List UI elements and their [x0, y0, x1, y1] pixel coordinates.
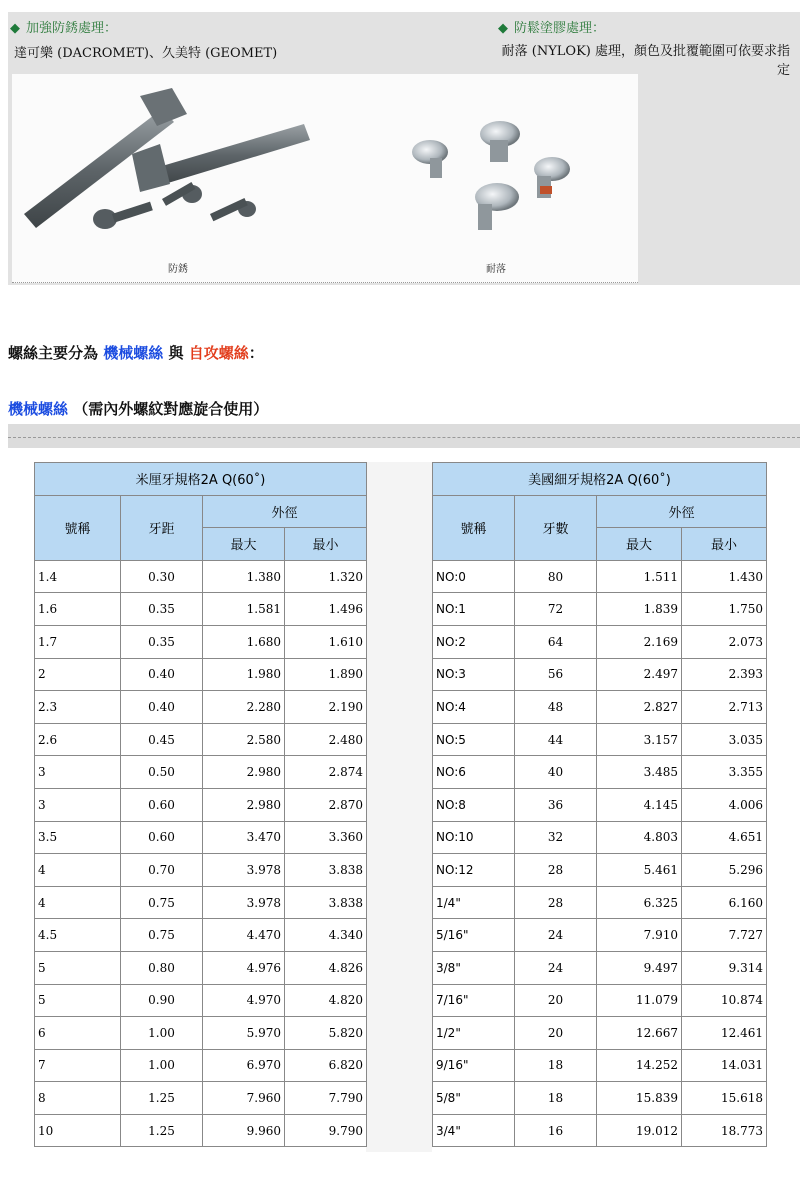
max-diameter-cell: 1.581 — [203, 593, 285, 626]
table-gap — [366, 462, 432, 1152]
designation-cell: NO:10 — [433, 821, 515, 854]
max-diameter-cell: 1.680 — [203, 625, 285, 658]
designation-cell: 4 — [35, 886, 121, 919]
section-divider — [8, 424, 800, 448]
us-fine-thread-table — [432, 462, 767, 1147]
table-row — [433, 854, 767, 887]
us-table-body — [433, 560, 767, 1147]
pitch-cell: 0.50 — [121, 756, 203, 789]
designation-cell: 7/16" — [433, 984, 515, 1017]
nylok-caption: 耐落 — [486, 264, 506, 275]
max-diameter-cell: 1.839 — [597, 593, 682, 626]
metric-col-min: 最小 — [285, 528, 367, 561]
pitch-cell: 44 — [515, 723, 597, 756]
intro-prefix: 螺絲主要分為 — [8, 344, 99, 362]
max-diameter-cell: 3.157 — [597, 723, 682, 756]
designation-cell: 2.6 — [35, 723, 121, 756]
intro-suffix: ： — [248, 344, 264, 362]
table-row — [35, 854, 367, 887]
pitch-cell: 56 — [515, 658, 597, 691]
max-diameter-cell: 5.970 — [203, 1017, 285, 1050]
min-diameter-cell: 2.073 — [682, 625, 767, 658]
table-row — [35, 788, 367, 821]
pitch-cell: 18 — [515, 1049, 597, 1082]
pitch-cell: 0.75 — [121, 886, 203, 919]
pitch-cell: 28 — [515, 854, 597, 887]
anti-rust-description: 達可樂 (DACROMET)、久美特 (GEOMET) — [14, 46, 278, 61]
pitch-cell: 20 — [515, 984, 597, 1017]
pitch-cell: 0.30 — [121, 560, 203, 593]
designation-cell: NO:12 — [433, 854, 515, 887]
table-row — [35, 886, 367, 919]
table-row — [433, 1082, 767, 1115]
max-diameter-cell: 6.970 — [203, 1049, 285, 1082]
min-diameter-cell: 3.360 — [285, 821, 367, 854]
anti-loose-description: 耐落 (NYLOK) 處理，顏色及批覆範圍可依要求指定 — [501, 44, 790, 78]
table-row — [433, 951, 767, 984]
max-diameter-cell: 19.012 — [597, 1114, 682, 1147]
nylok-screw-1 — [412, 140, 448, 178]
anti-rust-heading — [10, 17, 117, 36]
max-diameter-cell: 4.145 — [597, 788, 682, 821]
min-diameter-cell: 2.713 — [682, 691, 767, 724]
small-screw-3 — [210, 198, 256, 221]
min-diameter-cell: 5.820 — [285, 1017, 367, 1050]
metric-table-body — [35, 560, 367, 1147]
nylok-screw-2 — [480, 121, 520, 162]
table-row — [433, 1017, 767, 1050]
self-tapping-screw-label: 自攻螺絲 — [188, 344, 249, 362]
us-col-min: 最小 — [682, 528, 767, 561]
designation-cell: 3.5 — [35, 821, 121, 854]
max-diameter-cell: 9.497 — [597, 951, 682, 984]
min-diameter-cell: 1.610 — [285, 625, 367, 658]
pitch-cell: 20 — [515, 1017, 597, 1050]
metric-col-name: 號稱 — [35, 495, 121, 560]
min-diameter-cell: 2.393 — [682, 658, 767, 691]
nylok-screw-4 — [534, 157, 570, 198]
table-row — [433, 1114, 767, 1147]
table-row — [433, 593, 767, 626]
pitch-cell: 72 — [515, 593, 597, 626]
max-diameter-cell: 2.980 — [203, 788, 285, 821]
pitch-cell: 1.25 — [121, 1082, 203, 1115]
min-diameter-cell: 4.340 — [285, 919, 367, 952]
pitch-cell: 32 — [515, 821, 597, 854]
designation-cell: 1.4 — [35, 560, 121, 593]
max-diameter-cell: 9.960 — [203, 1114, 285, 1147]
max-diameter-cell: 12.667 — [597, 1017, 682, 1050]
max-diameter-cell: 4.970 — [203, 984, 285, 1017]
max-diameter-cell: 11.079 — [597, 984, 682, 1017]
screws-illustration — [12, 74, 638, 282]
anti-loose-heading — [498, 17, 605, 36]
designation-cell: NO:6 — [433, 756, 515, 789]
pitch-cell: 0.70 — [121, 854, 203, 887]
pitch-cell: 24 — [515, 951, 597, 984]
min-diameter-cell: 7.727 — [682, 919, 767, 952]
pitch-cell: 80 — [515, 560, 597, 593]
table-row — [35, 984, 367, 1017]
max-diameter-cell: 1.511 — [597, 560, 682, 593]
min-diameter-cell: 1.890 — [285, 658, 367, 691]
designation-cell: 4 — [35, 854, 121, 887]
table-row — [35, 951, 367, 984]
intro-and: 與 — [168, 344, 184, 362]
pitch-cell: 28 — [515, 886, 597, 919]
min-diameter-cell: 10.874 — [682, 984, 767, 1017]
table-row — [433, 919, 767, 952]
designation-cell: NO:1 — [433, 593, 515, 626]
small-screw-2 — [162, 182, 202, 206]
pitch-cell: 16 — [515, 1114, 597, 1147]
designation-cell: 5 — [35, 984, 121, 1017]
max-diameter-cell: 2.580 — [203, 723, 285, 756]
max-diameter-cell: 7.960 — [203, 1082, 285, 1115]
min-diameter-cell: 1.750 — [682, 593, 767, 626]
table-row — [35, 593, 367, 626]
table-row — [433, 788, 767, 821]
screw-photo — [12, 74, 638, 283]
pitch-cell: 0.60 — [121, 788, 203, 821]
pitch-cell: 36 — [515, 788, 597, 821]
pitch-cell: 0.35 — [121, 593, 203, 626]
anti-rust-title: 加強防銹處理： — [26, 21, 118, 36]
max-diameter-cell: 2.169 — [597, 625, 682, 658]
min-diameter-cell: 14.031 — [682, 1049, 767, 1082]
table-row — [35, 625, 367, 658]
table-row — [433, 756, 767, 789]
metric-table-wrapper — [34, 462, 367, 1147]
max-diameter-cell: 2.827 — [597, 691, 682, 724]
treatment-panel — [8, 12, 800, 285]
table-row — [433, 723, 767, 756]
min-diameter-cell: 6.820 — [285, 1049, 367, 1082]
long-bolt-2 — [132, 124, 310, 192]
pitch-cell: 0.40 — [121, 658, 203, 691]
min-diameter-cell: 3.838 — [285, 886, 367, 919]
designation-cell: NO:8 — [433, 788, 515, 821]
pitch-cell: 0.60 — [121, 821, 203, 854]
min-diameter-cell: 9.790 — [285, 1114, 367, 1147]
designation-cell: 10 — [35, 1114, 121, 1147]
table-row — [433, 625, 767, 658]
designation-cell: 5/8" — [433, 1082, 515, 1115]
table-row — [433, 560, 767, 593]
designation-cell: 7 — [35, 1049, 121, 1082]
min-diameter-cell: 15.618 — [682, 1082, 767, 1115]
us-col-max: 最大 — [597, 528, 682, 561]
max-diameter-cell: 3.470 — [203, 821, 285, 854]
machine-screw-heading-note: （需內外螺紋對應旋合使用） — [73, 400, 269, 418]
pitch-cell: 24 — [515, 919, 597, 952]
designation-cell: 8 — [35, 1082, 121, 1115]
min-diameter-cell: 2.480 — [285, 723, 367, 756]
table-row — [433, 984, 767, 1017]
min-diameter-cell: 9.314 — [682, 951, 767, 984]
min-diameter-cell: 3.035 — [682, 723, 767, 756]
pitch-cell: 0.90 — [121, 984, 203, 1017]
max-diameter-cell: 6.325 — [597, 886, 682, 919]
max-diameter-cell: 4.976 — [203, 951, 285, 984]
min-diameter-cell: 2.190 — [285, 691, 367, 724]
max-diameter-cell: 1.380 — [203, 560, 285, 593]
max-diameter-cell: 2.497 — [597, 658, 682, 691]
table-row — [35, 1017, 367, 1050]
max-diameter-cell: 3.978 — [203, 854, 285, 887]
max-diameter-cell: 2.980 — [203, 756, 285, 789]
table-row — [433, 821, 767, 854]
table-row — [35, 691, 367, 724]
table-row — [433, 886, 767, 919]
machine-screw-heading — [8, 398, 268, 419]
table-row — [35, 756, 367, 789]
us-col-name: 號稱 — [433, 495, 515, 560]
us-col-tpi: 牙數 — [515, 495, 597, 560]
designation-cell: 1.7 — [35, 625, 121, 658]
anti-loose-title: 防鬆塗膠處理： — [514, 21, 606, 36]
pitch-cell: 18 — [515, 1082, 597, 1115]
designation-cell: NO:2 — [433, 625, 515, 658]
min-diameter-cell: 1.496 — [285, 593, 367, 626]
table-row — [35, 1049, 367, 1082]
designation-cell: NO:5 — [433, 723, 515, 756]
max-diameter-cell: 4.470 — [203, 919, 285, 952]
us-table-title: 美國細牙規格2A Q(60˚) — [433, 463, 767, 496]
metric-col-pitch: 牙距 — [121, 495, 203, 560]
min-diameter-cell: 5.296 — [682, 854, 767, 887]
us-col-od: 外徑 — [597, 495, 767, 528]
min-diameter-cell: 2.870 — [285, 788, 367, 821]
machine-screw-label: 機械螺絲 — [103, 344, 164, 362]
min-diameter-cell: 18.773 — [682, 1114, 767, 1147]
designation-cell: 1.6 — [35, 593, 121, 626]
designation-cell: 5/16" — [433, 919, 515, 952]
min-diameter-cell: 4.651 — [682, 821, 767, 854]
max-diameter-cell: 3.485 — [597, 756, 682, 789]
table-row — [35, 821, 367, 854]
table-row — [35, 658, 367, 691]
min-diameter-cell: 1.430 — [682, 560, 767, 593]
machine-screw-heading-label: 機械螺絲 — [8, 400, 69, 418]
metric-thread-table — [34, 462, 367, 1147]
pitch-cell: 0.45 — [121, 723, 203, 756]
max-diameter-cell: 7.910 — [597, 919, 682, 952]
pitch-cell: 48 — [515, 691, 597, 724]
max-diameter-cell: 14.252 — [597, 1049, 682, 1082]
max-diameter-cell: 4.803 — [597, 821, 682, 854]
metric-col-od: 外徑 — [203, 495, 367, 528]
designation-cell: 4.5 — [35, 919, 121, 952]
max-diameter-cell: 3.978 — [203, 886, 285, 919]
table-row — [433, 691, 767, 724]
min-diameter-cell: 2.874 — [285, 756, 367, 789]
designation-cell: 2.3 — [35, 691, 121, 724]
table-row — [35, 919, 367, 952]
metric-col-max: 最大 — [203, 528, 285, 561]
pitch-cell: 64 — [515, 625, 597, 658]
designation-cell: 3/4" — [433, 1114, 515, 1147]
diamond-bullet-icon: ◆ — [10, 21, 20, 36]
min-diameter-cell: 3.355 — [682, 756, 767, 789]
pitch-cell: 0.75 — [121, 919, 203, 952]
max-diameter-cell: 5.461 — [597, 854, 682, 887]
designation-cell: 1/4" — [433, 886, 515, 919]
designation-cell: NO:4 — [433, 691, 515, 724]
max-diameter-cell: 2.280 — [203, 691, 285, 724]
designation-cell: 2 — [35, 658, 121, 691]
designation-cell: 3 — [35, 756, 121, 789]
max-diameter-cell: 15.839 — [597, 1082, 682, 1115]
designation-cell: 5 — [35, 951, 121, 984]
pitch-cell: 1.00 — [121, 1049, 203, 1082]
designation-cell: 3 — [35, 788, 121, 821]
designation-cell: 1/2" — [433, 1017, 515, 1050]
table-row — [35, 723, 367, 756]
designation-cell: 9/16" — [433, 1049, 515, 1082]
pitch-cell: 0.35 — [121, 625, 203, 658]
table-row — [35, 560, 367, 593]
min-diameter-cell: 6.160 — [682, 886, 767, 919]
nylok-screw-3 — [475, 183, 519, 230]
min-diameter-cell: 4.006 — [682, 788, 767, 821]
min-diameter-cell: 4.820 — [285, 984, 367, 1017]
max-diameter-cell: 1.980 — [203, 658, 285, 691]
small-screw-1 — [93, 202, 153, 229]
min-diameter-cell: 12.461 — [682, 1017, 767, 1050]
min-diameter-cell: 7.790 — [285, 1082, 367, 1115]
min-diameter-cell: 3.838 — [285, 854, 367, 887]
screw-types-intro — [8, 342, 264, 363]
min-diameter-cell: 1.320 — [285, 560, 367, 593]
table-row — [35, 1082, 367, 1115]
pitch-cell: 40 — [515, 756, 597, 789]
pitch-cell: 1.00 — [121, 1017, 203, 1050]
anti-rust-caption: 防銹 — [168, 264, 188, 275]
pitch-cell: 0.80 — [121, 951, 203, 984]
min-diameter-cell: 4.826 — [285, 951, 367, 984]
metric-table-title: 米厘牙規格2A Q(60˚) — [35, 463, 367, 496]
designation-cell: NO:0 — [433, 560, 515, 593]
pitch-cell: 1.25 — [121, 1114, 203, 1147]
designation-cell: 6 — [35, 1017, 121, 1050]
table-row — [35, 1114, 367, 1147]
us-table-wrapper — [432, 462, 767, 1147]
designation-cell: NO:3 — [433, 658, 515, 691]
pitch-cell: 0.40 — [121, 691, 203, 724]
designation-cell: 3/8" — [433, 951, 515, 984]
diamond-bullet-icon: ◆ — [498, 21, 508, 36]
table-row — [433, 1049, 767, 1082]
table-row — [433, 658, 767, 691]
